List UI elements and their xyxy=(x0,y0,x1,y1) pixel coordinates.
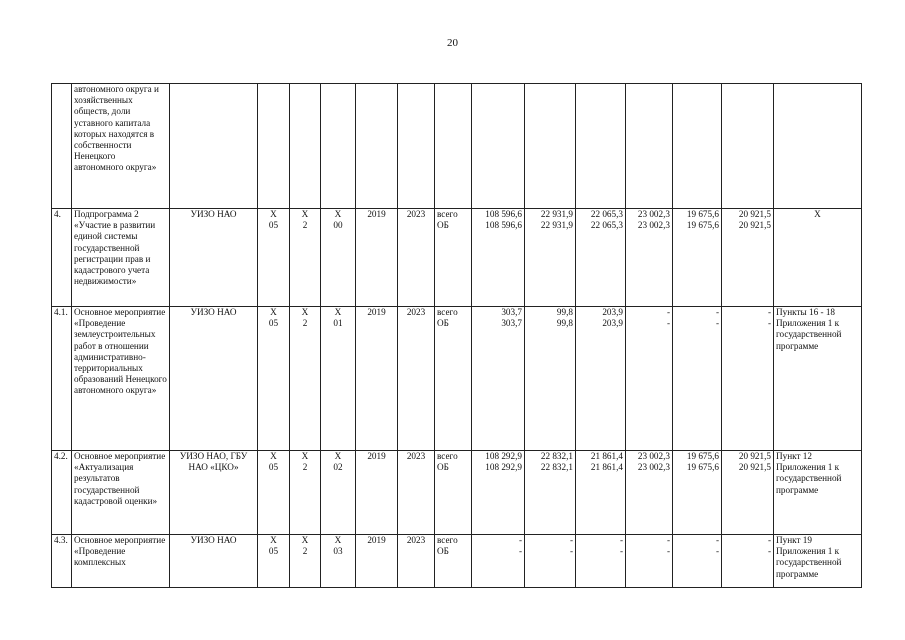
item-name: Основное мероприятие «Актуализация результатов государственной кадастровой оценки» xyxy=(72,451,170,535)
amount-cell xyxy=(722,84,774,209)
code-cell-top: Х xyxy=(334,307,342,317)
amount-cell-bottom: 23 002,3 xyxy=(637,462,670,473)
amount-cell-bottom: 303,7 xyxy=(501,318,522,329)
amount-cell xyxy=(626,84,673,209)
amount-cell-top: 22 065,3 xyxy=(590,209,623,219)
code-cell xyxy=(258,307,290,451)
code-cell-top: Х xyxy=(334,451,342,461)
funding-source-top: всего xyxy=(437,451,458,461)
amount-cell-top: - xyxy=(715,307,719,317)
amount-cell xyxy=(722,451,774,535)
code-cell-bottom: 2 xyxy=(302,318,308,329)
budget-table xyxy=(51,83,862,588)
amount-cell xyxy=(722,535,774,588)
end-year xyxy=(398,84,435,209)
code-cell-bottom: 2 xyxy=(302,220,308,231)
item-number: 4.1. xyxy=(52,307,72,451)
item-number: 4. xyxy=(52,209,72,307)
amount-cell-top: 108 596,6 xyxy=(485,209,522,219)
start-year: 2019 xyxy=(356,209,398,307)
amount-cell xyxy=(525,307,576,451)
item-name: автономного округа и хозяйственных обществ, доли уставного капитала которых находятся в собственности Ненецкого автономного округа» xyxy=(72,84,170,209)
item-number xyxy=(52,84,72,209)
code-cell-top: Х xyxy=(301,307,309,317)
amount-cell xyxy=(626,307,673,451)
code-cell-bottom: 05 xyxy=(268,462,279,473)
amount-cell-top: 99,8 xyxy=(556,307,573,317)
funding-source-top: всего xyxy=(437,307,458,317)
item-name: Основное мероприятие «Проведение комплексных xyxy=(72,535,170,588)
amount-cell xyxy=(576,451,626,535)
amount-cell-top: 22 832,1 xyxy=(540,451,573,461)
code-cell xyxy=(258,84,290,209)
code-cell-top: Х xyxy=(270,535,277,545)
start-year xyxy=(356,84,398,209)
amount-cell-top: - xyxy=(666,535,670,545)
amount-cell-top: - xyxy=(767,535,771,545)
item-name: Основное мероприятие «Проведение землеустроительных работ в отношении административно-территориальных образований Ненецкого автономного округа» xyxy=(72,307,170,451)
code-cell xyxy=(258,451,290,535)
code-cell-top: Х xyxy=(270,209,277,219)
amount-cell-bottom: 19 675,6 xyxy=(686,462,719,473)
start-year: 2019 xyxy=(356,535,398,588)
funding-source-top: всего xyxy=(437,535,458,545)
amount-cell-bottom: 203,9 xyxy=(602,318,623,329)
amount-cell-top: - xyxy=(767,307,771,317)
amount-cell xyxy=(472,307,525,451)
code-cell-bottom: 05 xyxy=(268,318,279,329)
code-cell-bottom: 03 xyxy=(333,546,343,557)
amount-cell-bottom: - xyxy=(619,546,623,557)
amount-cell-bottom: 20 921,5 xyxy=(738,462,771,473)
table-row xyxy=(52,451,862,535)
amount-cell-top: 22 931,9 xyxy=(540,209,573,219)
amount-cell-top: - xyxy=(569,535,573,545)
executor: УИЗО НАО xyxy=(170,209,258,307)
amount-cell-top: 108 292,9 xyxy=(485,451,522,461)
code-cell-bottom: 2 xyxy=(302,462,308,473)
end-year: 2023 xyxy=(398,535,435,588)
code-cell xyxy=(290,209,321,307)
amount-cell-top: 19 675,6 xyxy=(686,209,719,219)
amount-cell xyxy=(673,307,722,451)
code-cell xyxy=(290,451,321,535)
amount-cell-bottom: 23 002,3 xyxy=(637,220,670,231)
amount-cell-bottom: - xyxy=(569,546,573,557)
amount-cell xyxy=(722,209,774,307)
executor: УИЗО НАО xyxy=(170,307,258,451)
amount-cell-top: 23 002,3 xyxy=(637,209,670,219)
note xyxy=(774,84,862,209)
amount-cell-bottom: - xyxy=(767,318,771,329)
amount-cell xyxy=(673,209,722,307)
table-row xyxy=(52,535,862,588)
funding-source-bottom: ОБ xyxy=(437,462,449,473)
amount-cell xyxy=(576,84,626,209)
amount-cell xyxy=(673,535,722,588)
start-year: 2019 xyxy=(356,451,398,535)
code-cell-bottom: 2 xyxy=(302,546,308,557)
amount-cell-top: 303,7 xyxy=(501,307,522,317)
start-year: 2019 xyxy=(356,307,398,451)
code-cell xyxy=(258,535,290,588)
executor xyxy=(170,84,258,209)
amount-cell xyxy=(722,307,774,451)
amount-cell-bottom: 99,8 xyxy=(556,318,573,329)
amount-cell-top: - xyxy=(619,535,623,545)
code-cell-bottom: 00 xyxy=(333,220,343,231)
amount-cell xyxy=(525,84,576,209)
amount-cell xyxy=(525,209,576,307)
amount-cell xyxy=(626,451,673,535)
code-cell xyxy=(321,209,356,307)
code-cell-bottom: 01 xyxy=(333,318,343,329)
amount-cell-bottom: - xyxy=(518,546,522,557)
amount-cell xyxy=(673,451,722,535)
amount-cell xyxy=(626,209,673,307)
executor: УИЗО НАО, ГБУ НАО «ЦКО» xyxy=(170,451,258,535)
funding-source xyxy=(435,307,472,451)
amount-cell-top: 23 002,3 xyxy=(637,451,670,461)
funding-source xyxy=(435,84,472,209)
code-cell-bottom: 05 xyxy=(268,220,279,231)
code-cell xyxy=(321,84,356,209)
table-row xyxy=(52,307,862,451)
code-cell xyxy=(290,535,321,588)
code-cell xyxy=(321,451,356,535)
funding-source-bottom: ОБ xyxy=(437,546,449,557)
amount-cell xyxy=(472,84,525,209)
amount-cell-bottom: 108 596,6 xyxy=(485,220,522,231)
code-cell xyxy=(321,535,356,588)
item-number: 4.2. xyxy=(52,451,72,535)
amount-cell-bottom: 22 931,9 xyxy=(540,220,573,231)
amount-cell-bottom: - xyxy=(666,546,670,557)
funding-source xyxy=(435,209,472,307)
code-cell-top: Х xyxy=(334,209,342,219)
amount-cell-top: 20 921,5 xyxy=(738,451,771,461)
funding-source-top: всего xyxy=(437,209,458,219)
page-number: 20 xyxy=(447,37,458,49)
code-cell-bottom: 02 xyxy=(333,462,343,473)
code-cell-top: Х xyxy=(301,209,309,219)
amount-cell-bottom: 21 861,4 xyxy=(590,462,623,473)
table-row xyxy=(52,84,862,209)
amount-cell xyxy=(576,307,626,451)
code-cell-top: Х xyxy=(334,535,342,545)
end-year: 2023 xyxy=(398,209,435,307)
funding-source xyxy=(435,451,472,535)
amount-cell xyxy=(673,84,722,209)
executor: УИЗО НАО xyxy=(170,535,258,588)
amount-cell-bottom: - xyxy=(715,546,719,557)
amount-cell-top: 20 921,5 xyxy=(738,209,771,219)
end-year: 2023 xyxy=(398,307,435,451)
amount-cell xyxy=(525,535,576,588)
item-name: Подпрограмма 2 «Участие в развитии единой системы государственной регистрации прав и кадастрового учета недвижимости» xyxy=(72,209,170,307)
amount-cell xyxy=(472,451,525,535)
amount-cell xyxy=(525,451,576,535)
code-cell-top: Х xyxy=(301,535,309,545)
item-number: 4.3. xyxy=(52,535,72,588)
amount-cell-bottom: 20 921,5 xyxy=(738,220,771,231)
code-cell xyxy=(290,84,321,209)
amount-cell xyxy=(472,209,525,307)
table-row xyxy=(52,209,862,307)
amount-cell-bottom: 19 675,6 xyxy=(686,220,719,231)
amount-cell-top: - xyxy=(715,535,719,545)
note: Пункты 16 - 18 Приложения 1 к государственной программе xyxy=(774,307,862,451)
funding-source-bottom: ОБ xyxy=(437,220,449,231)
amount-cell-bottom: 22 065,3 xyxy=(590,220,623,231)
funding-source xyxy=(435,535,472,588)
amount-cell-top: 19 675,6 xyxy=(686,451,719,461)
amount-cell xyxy=(626,535,673,588)
note: Пункт 12 Приложения 1 к государственной программе xyxy=(774,451,862,535)
code-cell-top: Х xyxy=(270,307,277,317)
amount-cell-bottom: 108 292,9 xyxy=(485,462,522,473)
note: Пункт 19 Приложения 1 к государственной программе xyxy=(774,535,862,588)
end-year: 2023 xyxy=(398,451,435,535)
code-cell xyxy=(321,307,356,451)
code-cell xyxy=(290,307,321,451)
amount-cell xyxy=(472,535,525,588)
amount-cell-top: 21 861,4 xyxy=(590,451,623,461)
amount-cell-bottom: - xyxy=(715,318,719,329)
note: Х xyxy=(774,209,862,307)
amount-cell-top: 203,9 xyxy=(602,307,623,317)
amount-cell-bottom: - xyxy=(666,318,670,329)
amount-cell-top: - xyxy=(666,307,670,317)
funding-source-bottom: ОБ xyxy=(437,318,449,329)
code-cell-top: Х xyxy=(301,451,309,461)
code-cell-bottom: 05 xyxy=(268,546,279,557)
amount-cell-top: - xyxy=(518,535,522,545)
amount-cell-bottom: - xyxy=(767,546,771,557)
amount-cell xyxy=(576,209,626,307)
code-cell xyxy=(258,209,290,307)
amount-cell-bottom: 22 832,1 xyxy=(540,462,573,473)
amount-cell xyxy=(576,535,626,588)
code-cell-top: Х xyxy=(270,451,277,461)
